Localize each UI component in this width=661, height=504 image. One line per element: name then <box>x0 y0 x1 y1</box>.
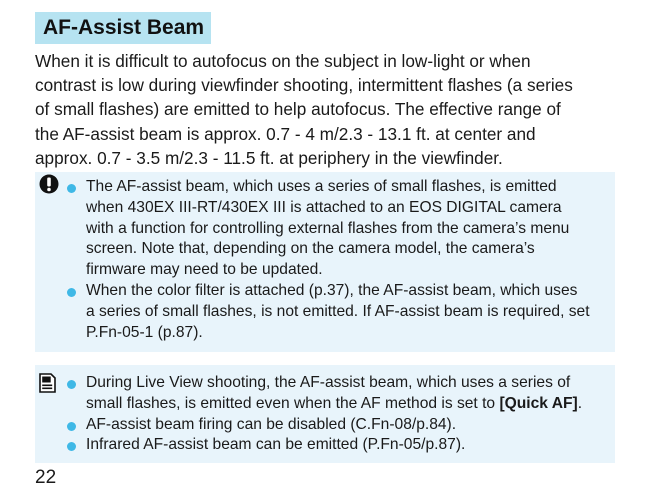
note-icon <box>39 373 56 393</box>
intro-line: When it is difficult to autofocus on the subject in low-light or when <box>35 51 531 71</box>
item-line: firmware may need to be updated. <box>86 261 323 279</box>
bullet-icon <box>67 184 76 193</box>
item-line: During Live View shooting, the AF-assist beam, which uses a series of <box>86 374 571 391</box>
list-item <box>65 177 613 281</box>
caution-icon <box>39 174 59 194</box>
intro-line: the AF-assist beam is approx. 0.7 - 4 m/2.3 - 13.1 ft. at center and <box>35 123 536 144</box>
item-text: small flashes, is emitted even when the AF method is set to <box>86 394 500 412</box>
bullet-icon <box>67 380 76 389</box>
page-number: 22 <box>35 467 57 488</box>
bullet-icon <box>67 442 76 451</box>
list-item <box>65 415 613 436</box>
item-line: P.Fn-05-1 (p.87). <box>86 323 203 341</box>
item-line: The AF-assist beam, which uses a series of small flashes, is emitted <box>86 178 557 195</box>
item-line: a series of small flashes, is not emitted. If AF-assist beam is required, set <box>86 302 590 320</box>
section-title: AF-Assist Beam <box>43 16 205 39</box>
intro-line: of small flashes) are emitted to help autofocus. The effective range of <box>35 99 561 120</box>
note-box <box>35 365 615 463</box>
caution-list <box>65 177 613 343</box>
section-title-box <box>35 12 211 44</box>
intro-paragraph <box>35 49 635 170</box>
list-item <box>65 281 613 343</box>
list-item <box>65 373 613 415</box>
item-line: when 430EX III-RT/430EX III is attached to an EOS DIGITAL camera <box>86 198 562 216</box>
list-item <box>65 435 613 456</box>
item-text: . <box>577 394 583 412</box>
item-line: with a function for controlling external flashes from the camera’s menu <box>86 219 570 237</box>
bullet-icon <box>67 288 76 297</box>
item-line: Infrared AF-assist beam can be emitted (P.Fn-05/p.87). <box>86 436 466 454</box>
item-line: When the color filter is attached (p.37), the AF-assist beam, which uses <box>86 281 578 299</box>
item-line <box>86 394 613 415</box>
item-line: AF-assist beam firing can be disabled (C.Fn-08/p.84). <box>86 415 457 433</box>
quick-af-label: [Quick AF] <box>499 394 578 412</box>
item-line: screen. Note that, depending on the camera model, the camera’s <box>86 240 535 258</box>
caution-box <box>35 172 615 352</box>
intro-line: approx. 0.7 - 3.5 m/2.3 - 11.5 ft. at periphery in the viewfinder. <box>35 147 503 168</box>
intro-line: contrast is low during viewfinder shooting, intermittent flashes (a series <box>35 75 573 96</box>
note-list <box>65 373 613 456</box>
bullet-icon <box>67 422 76 431</box>
